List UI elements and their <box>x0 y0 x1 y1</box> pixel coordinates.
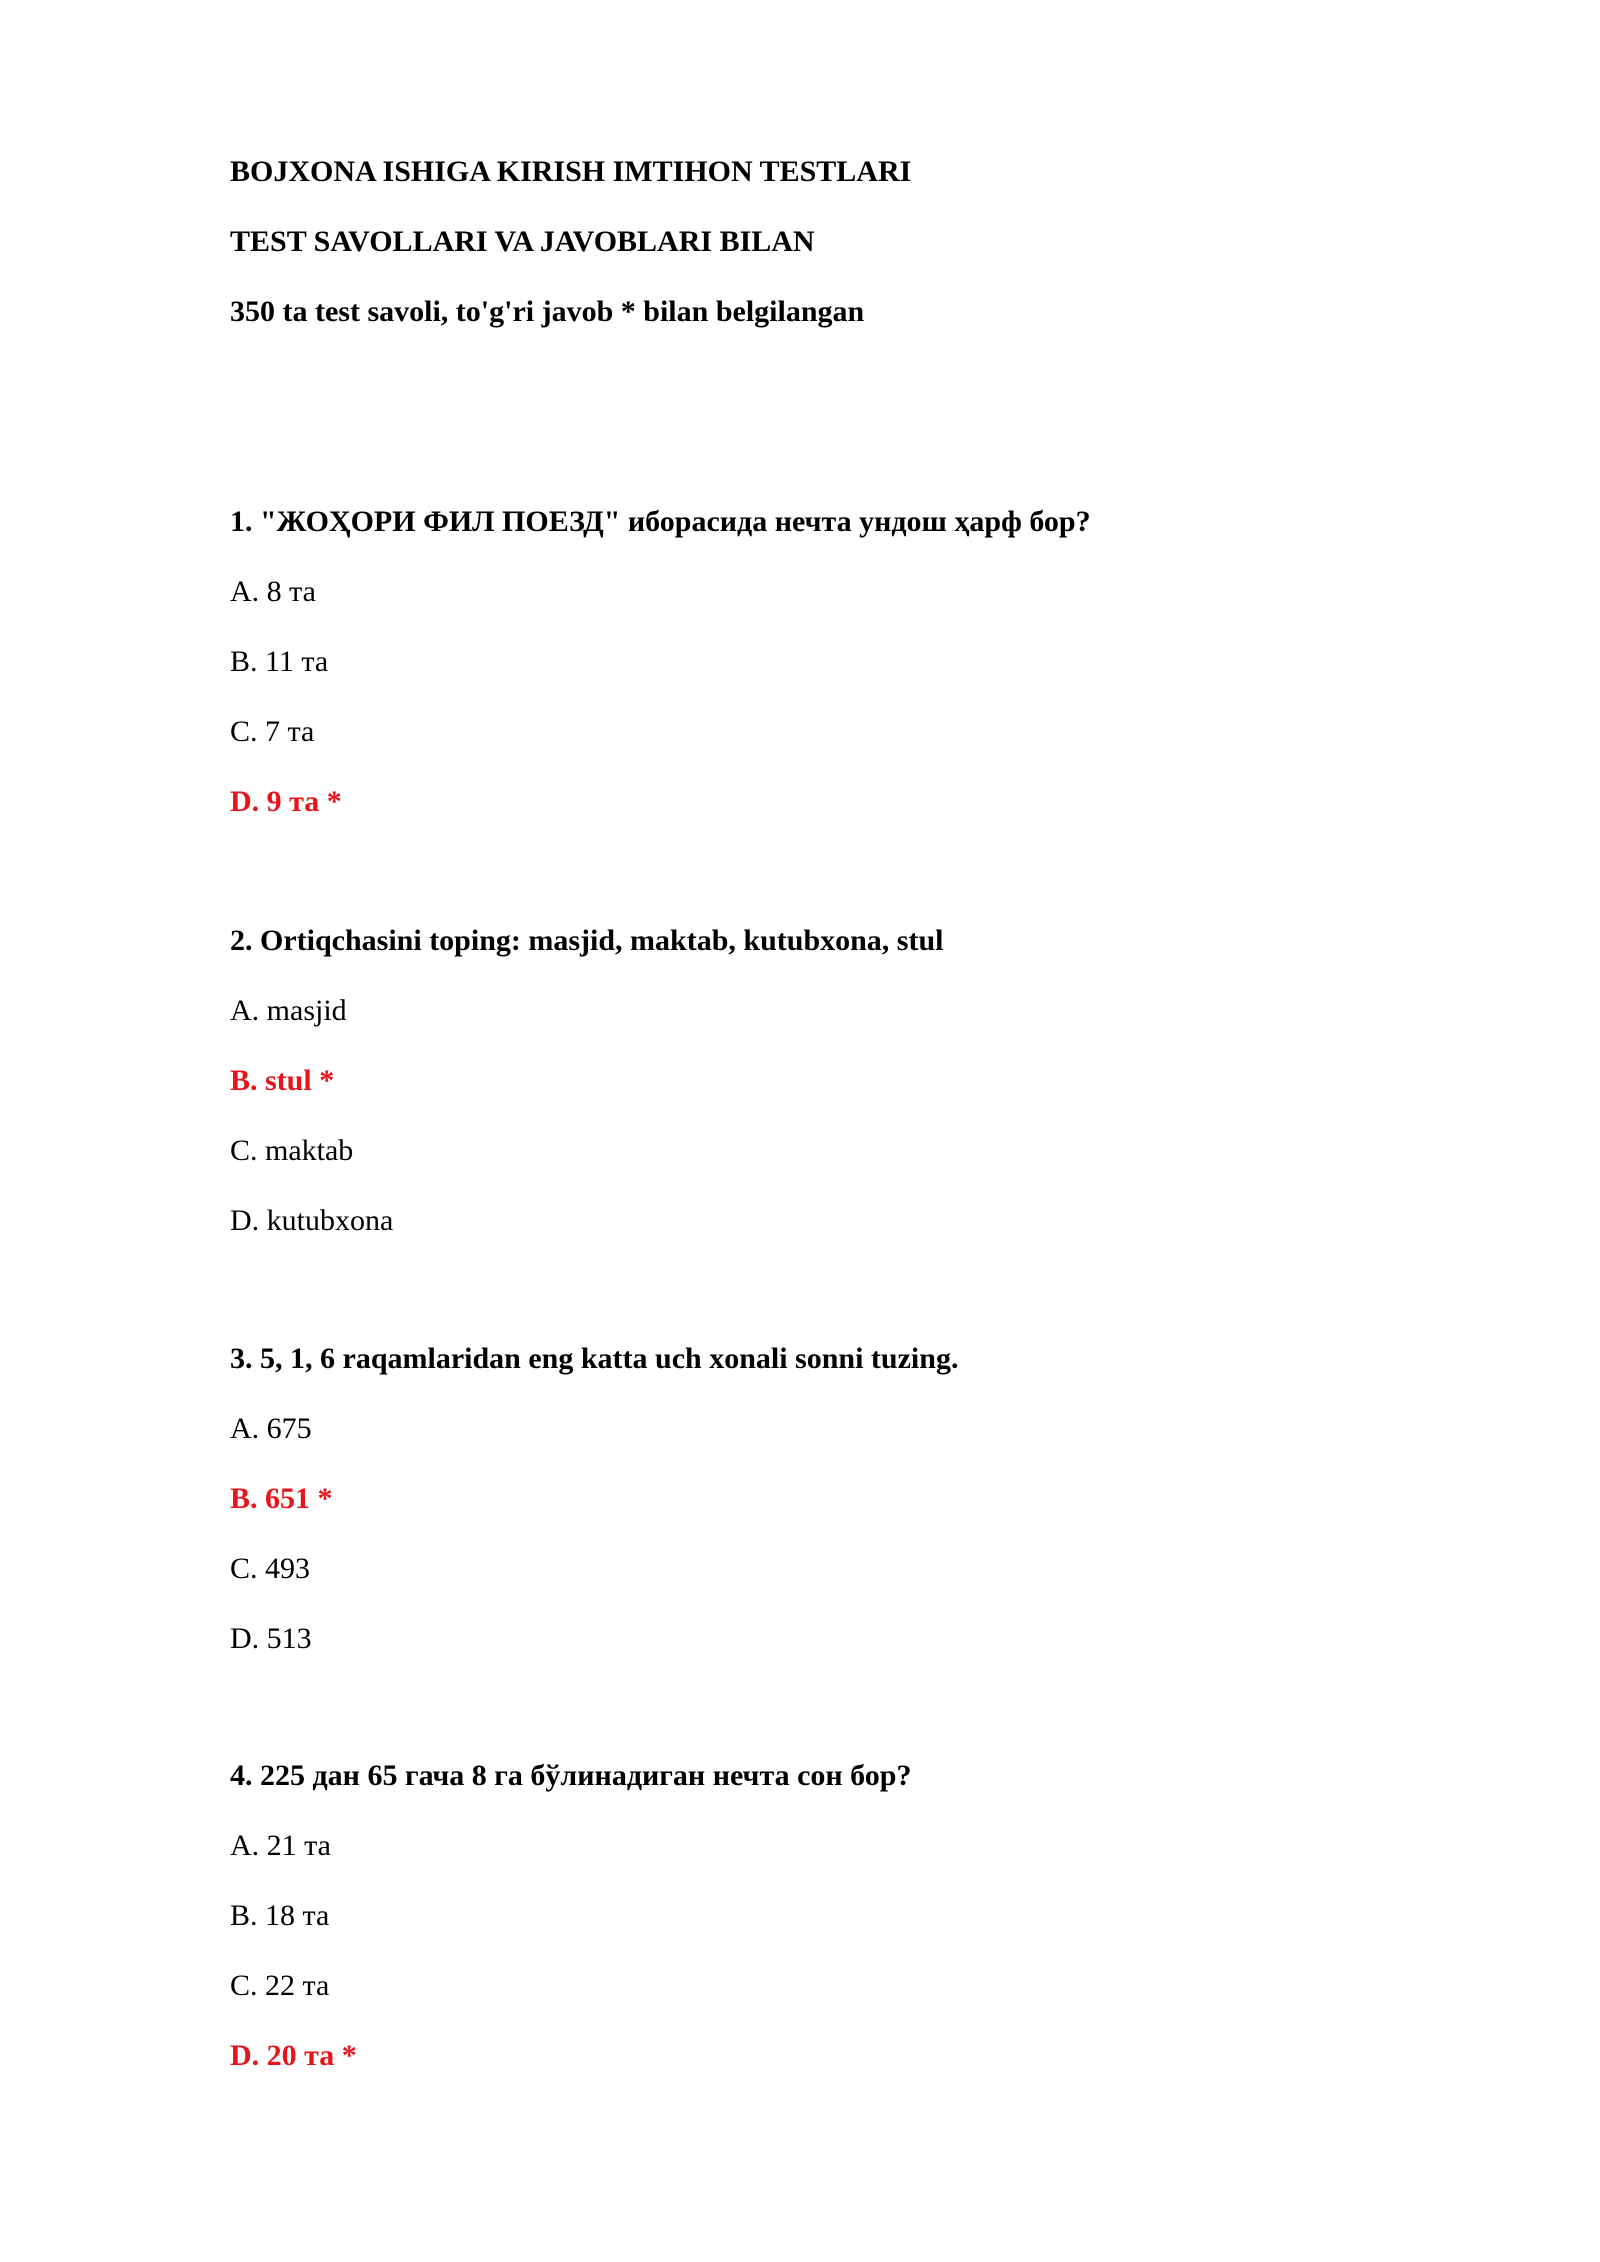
document-note: 350 ta test savoli, to'g'ri javob * bilan belgilangan <box>230 295 865 328</box>
option-c: C. 22 та <box>230 1969 330 2002</box>
option-d: D. 513 <box>230 1622 312 1655</box>
option-b-correct: B. 651 * <box>230 1482 333 1515</box>
question-text: 2. Ortiqchasini toping: masjid, maktab, kutubxona, stul <box>230 924 944 957</box>
option-d-correct: D. 9 та * <box>230 785 342 818</box>
question-text: 1. "ЖОҲОРИ ФИЛ ПОЕЗД" иборасида нечта ундош ҳарф бор? <box>230 505 1091 538</box>
option-a: A. 21 та <box>230 1829 331 1862</box>
option-d: D. kutubxona <box>230 1204 394 1237</box>
question-1 <box>230 504 1470 820</box>
question-2 <box>230 923 1470 1239</box>
option-c: C. 7 та <box>230 715 315 748</box>
option-d-correct: D. 20 та * <box>230 2039 357 2072</box>
question-4 <box>230 1758 1470 2074</box>
question-3 <box>230 1341 1470 1657</box>
option-b: B. 18 та <box>230 1899 330 1932</box>
option-c: C. 493 <box>230 1552 311 1585</box>
option-a: A. 675 <box>230 1412 312 1445</box>
option-c: C. maktab <box>230 1134 354 1167</box>
option-a: A. 8 та <box>230 575 316 608</box>
document-title: BOJXONA ISHIGA KIRISH IMTIHON TESTLARI <box>230 155 912 188</box>
option-a: A. masjid <box>230 994 347 1027</box>
option-b-correct: B. stul * <box>230 1064 335 1097</box>
question-text: 4. 225 дан 65 гача 8 га бўлинадиган нечта сон бор? <box>230 1759 912 1792</box>
document-subtitle: TEST SAVOLLARI VA JAVOBLARI BILAN <box>230 225 815 258</box>
question-text: 3. 5, 1, 6 raqamlaridan eng katta uch xonali sonni tuzing. <box>230 1342 959 1375</box>
option-b: B. 11 та <box>230 645 329 678</box>
